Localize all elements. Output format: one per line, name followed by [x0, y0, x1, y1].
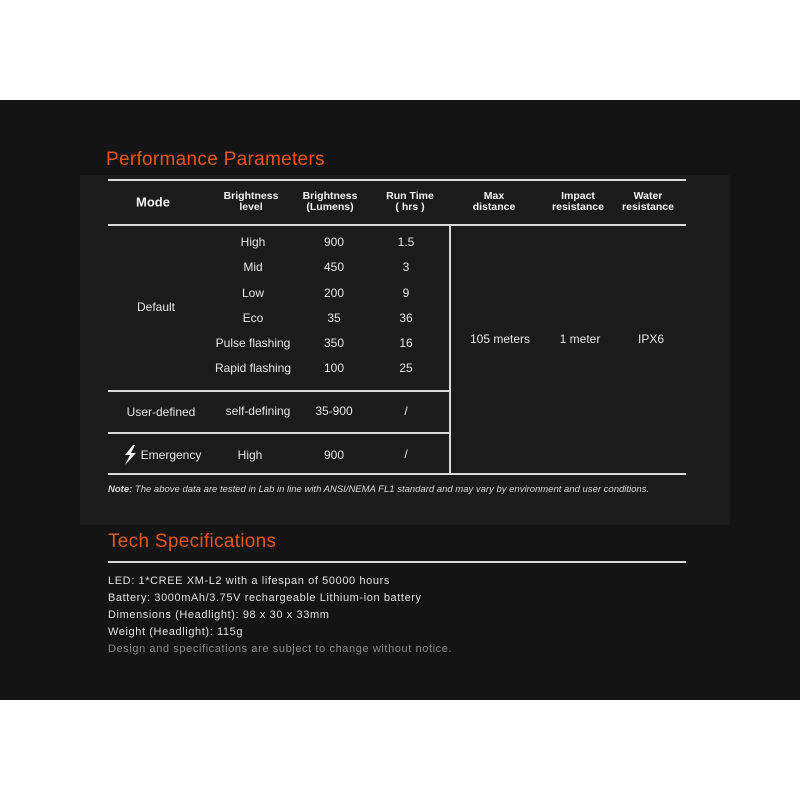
table-cell-lumens: 35-900 [315, 404, 353, 418]
header-water-resistance: Water resistance [622, 190, 674, 213]
max-distance-value: 105 meters [469, 332, 531, 346]
table-cell-lumens: 100 [323, 361, 345, 375]
table-cell-level: Pulse flashing [215, 336, 291, 350]
table-cell-lumens: 200 [323, 286, 345, 300]
table-cell-runtime: 1.5 [397, 235, 415, 249]
header-brightness-lumens: Brightness (Lumens) [302, 190, 358, 213]
spec-dimensions: Dimensions (Headlight): 98 x 30 x 33mm [108, 609, 330, 621]
header-max-distance: Max distance [472, 190, 516, 213]
table-cell-level: Low [241, 286, 265, 300]
table-top-rule [108, 179, 686, 181]
note-label: Note: [108, 484, 133, 495]
test-note [108, 484, 649, 495]
header-brightness-level: Brightness level [223, 190, 279, 213]
table-cell-runtime: 16 [399, 336, 413, 350]
table-cell-runtime: / [404, 447, 408, 461]
table-cell-level: Eco [242, 311, 264, 325]
table-cell-runtime: 36 [399, 311, 413, 325]
impact-resistance-value: 1 meter [559, 332, 601, 346]
tech-title: Tech Specifications [108, 531, 277, 552]
tech-rule [108, 561, 686, 563]
table-cell-level: self-defining [225, 404, 291, 418]
water-resistance-value: IPX6 [637, 332, 665, 346]
table-cell-lumens: 450 [323, 260, 345, 274]
spec-disclaimer: Design and specifications are subject to change without notice. [108, 643, 453, 655]
mode-user-defined: User-defined [126, 405, 196, 419]
spec-led: LED: 1*CREE XM-L2 with a lifespan of 50000 hours [108, 575, 390, 587]
table-cell-level: High [237, 448, 263, 462]
header-mode: Mode [136, 194, 170, 210]
table-divider [449, 226, 451, 474]
table-cell-runtime: 9 [402, 286, 410, 300]
spec-weight: Weight (Headlight): 115g [108, 626, 244, 638]
default-bottom-rule [108, 390, 450, 392]
table-cell-level: Mid [243, 260, 263, 274]
table-cell-runtime: 3 [402, 260, 410, 274]
lightning-bolt-icon [122, 444, 138, 466]
header-bottom-rule [108, 224, 686, 226]
header-impact-resistance: Impact resistance [552, 190, 604, 213]
table-bottom-rule [108, 473, 686, 475]
mode-emergency: Emergency [140, 448, 202, 462]
note-text: The above data are tested in Lab in line with ANSI/NEMA FL1 standard and may vary by environment and user conditions. [134, 484, 650, 495]
table-cell-lumens: 900 [323, 448, 345, 462]
table-cell-runtime: 25 [399, 361, 413, 375]
mode-default: Default [136, 300, 176, 314]
header-run-time: Run Time ( hrs ) [386, 190, 434, 213]
table-cell-runtime: / [404, 404, 408, 418]
spec-battery: Battery: 3000mAh/3.75V rechargeable Lithium-ion battery [108, 592, 422, 604]
table-cell-lumens: 35 [327, 311, 341, 325]
table-cell-lumens: 350 [323, 336, 345, 350]
userdefined-bottom-rule [108, 432, 450, 434]
performance-title: Performance Parameters [106, 149, 325, 170]
table-cell-level: High [240, 235, 266, 249]
table-cell-level: Rapid flashing [214, 361, 292, 375]
table-cell-lumens: 900 [323, 235, 345, 249]
